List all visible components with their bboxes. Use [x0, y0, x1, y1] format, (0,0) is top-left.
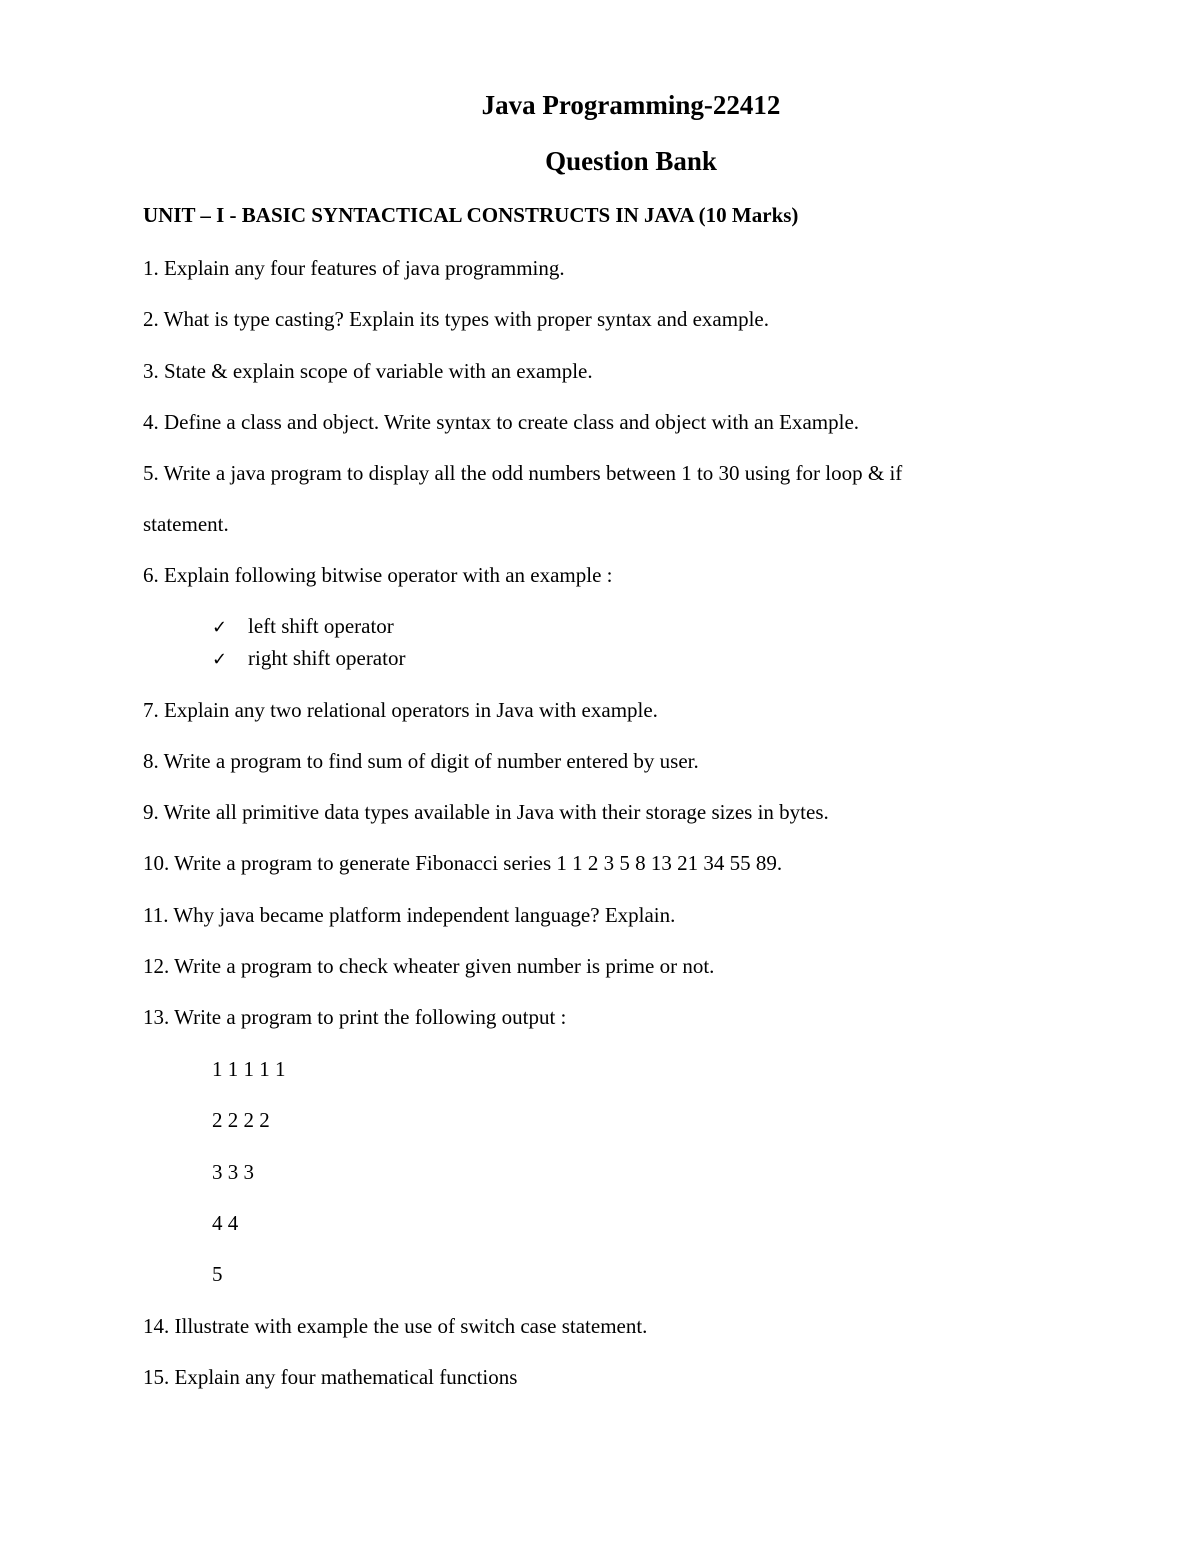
question-6: 6. Explain following bitwise operator with an example :: [143, 563, 613, 587]
document-subtitle: Question Bank: [545, 146, 717, 176]
question-3: 3. State & explain scope of variable with an example.: [143, 359, 593, 383]
question-11: 11. Why java became platform independent language? Explain.: [143, 903, 676, 927]
question-9: 9. Write all primitive data types available in Java with their storage sizes in bytes.: [143, 800, 829, 824]
pattern-row: 5: [212, 1262, 223, 1286]
question-4: 4. Define a class and object. Write syntax to create class and object with an Example.: [143, 410, 860, 434]
question-8: 8. Write a program to find sum of digit of number entered by user.: [143, 749, 699, 773]
question-15: 15. Explain any four mathematical functions: [143, 1365, 518, 1389]
question-12: 12. Write a program to check wheater given number is prime or not.: [143, 954, 715, 978]
pattern-row: 4 4: [212, 1211, 239, 1235]
question-5: 5. Write a java program to display all the odd numbers between 1 to 30 using for loop & if: [143, 461, 903, 485]
document-title: Java Programming-22412: [481, 90, 781, 120]
question-13: 13. Write a program to print the following output :: [143, 1005, 567, 1029]
bullet-item: [212, 648, 405, 669]
question-14: 14. Illustrate with example the use of switch case statement.: [143, 1314, 648, 1338]
bullet-item: [212, 616, 394, 637]
question-2: 2. What is type casting? Explain its types with proper syntax and example.: [143, 307, 769, 331]
pattern-row: 3 3 3: [212, 1160, 254, 1184]
pattern-row: 1 1 1 1 1: [212, 1057, 286, 1081]
check-mark-icon: ✓: [212, 617, 228, 638]
pattern-row: 2 2 2 2: [212, 1108, 270, 1132]
question-10: 10. Write a program to generate Fibonacci series 1 1 2 3 5 8 13 21 34 55 89.: [143, 851, 783, 875]
unit-heading: UNIT – I - BASIC SYNTACTICAL CONSTRUCTS IN JAVA (10 Marks): [143, 203, 799, 227]
bullet-label: left shift operator: [248, 614, 394, 638]
check-mark-icon: ✓: [212, 649, 228, 670]
question-7: 7. Explain any two relational operators in Java with example.: [143, 698, 658, 722]
bullet-label: right shift operator: [248, 646, 406, 670]
question-5-continued: statement.: [143, 512, 229, 536]
question-1: 1. Explain any four features of java programming.: [143, 256, 565, 280]
